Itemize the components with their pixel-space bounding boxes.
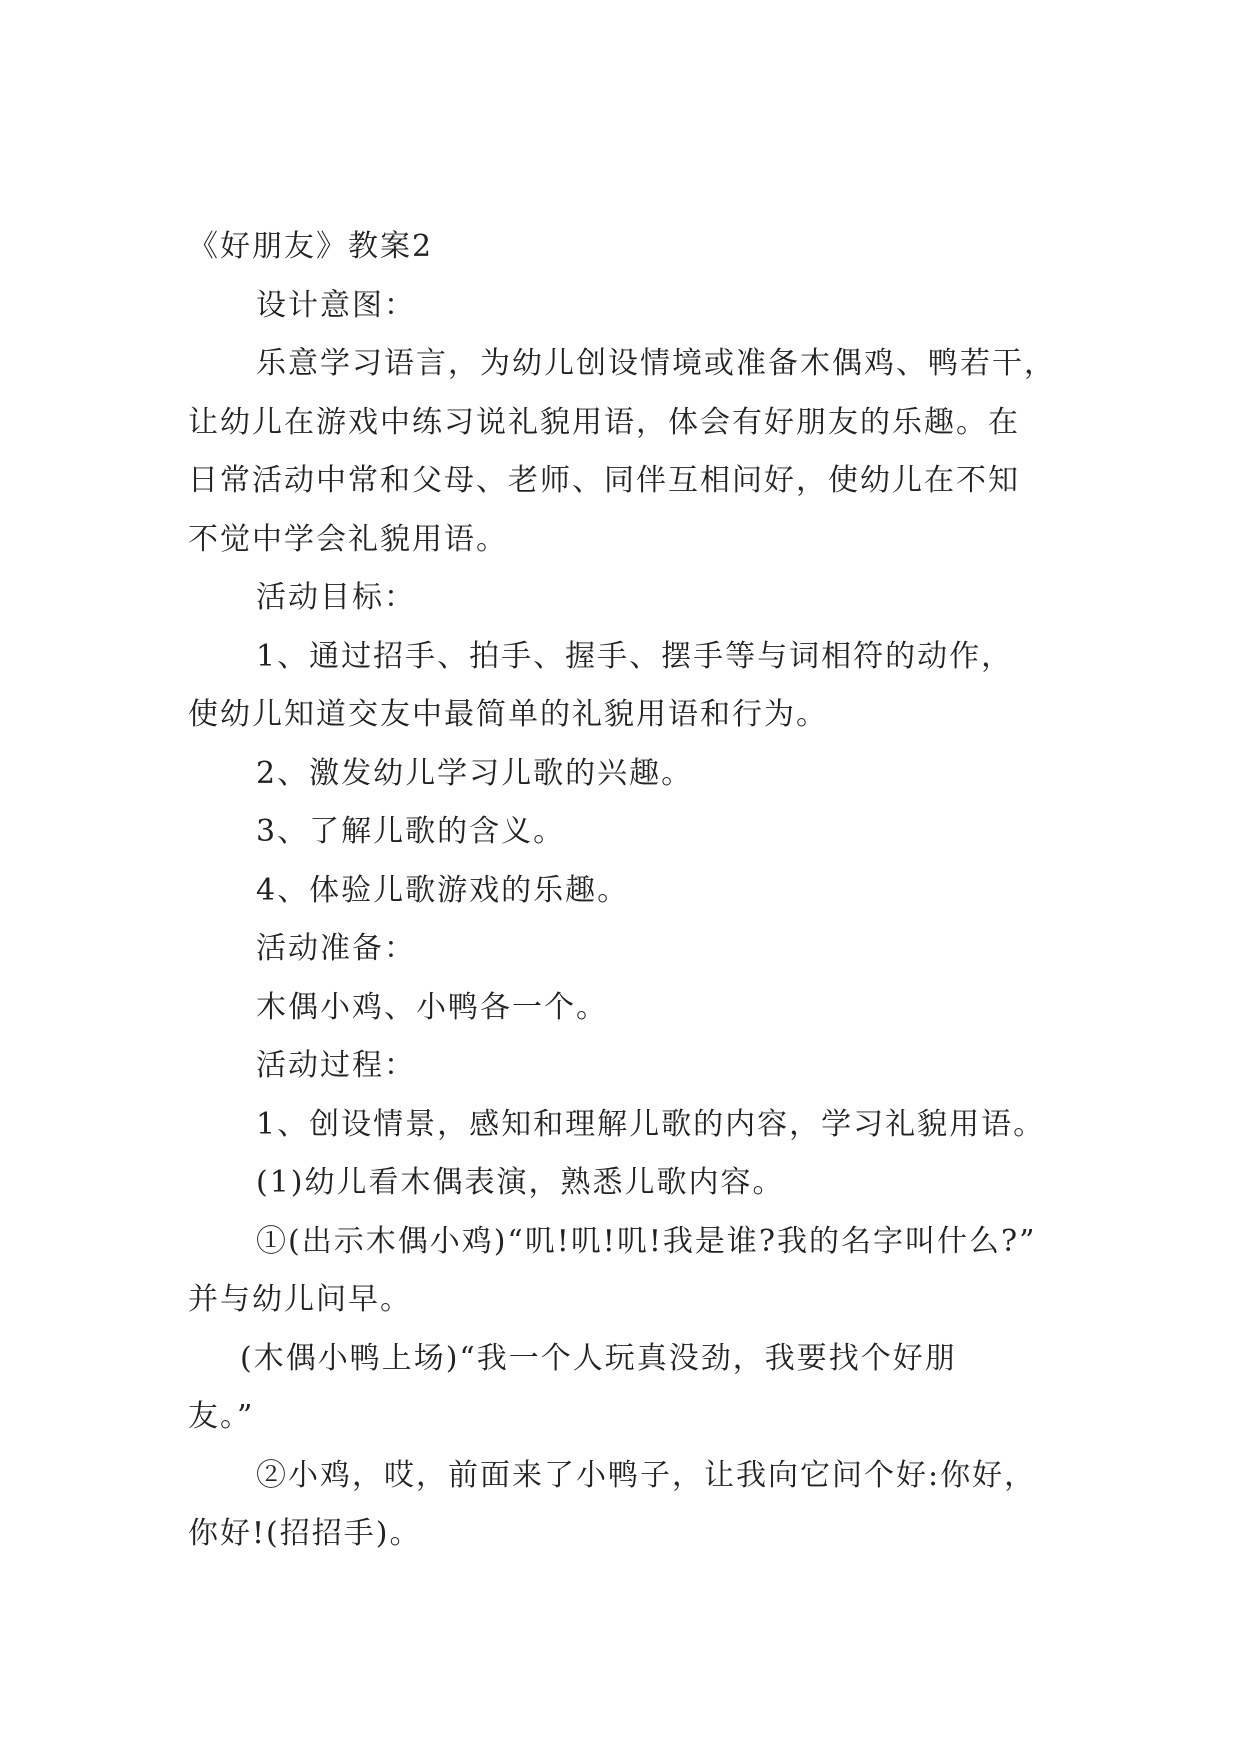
- process-step-a-line-1: ①(出示木偶小鸡)“叽!叽!叽!我是谁?我的名字叫什么?”: [256, 1223, 1037, 1259]
- process-step-c-line-1: ②小鸡，哎，前面来了小鸭子，让我向它问个好:你好，: [256, 1457, 1037, 1493]
- goals-heading: 活动目标：: [256, 580, 416, 615]
- document-title: 《好朋友》教案2: [188, 229, 434, 264]
- design-intent-line-1: 乐意学习语言，为幼儿创设情境或准备木偶鸡、鸭若干，: [256, 346, 1056, 381]
- process-step-b-line-2: 友。”: [188, 1399, 255, 1434]
- goal-4: 4、体验儿歌游戏的乐趣。: [256, 872, 630, 908]
- document-page: [188, 218, 1068, 1564]
- process-step-c-line-2: 你好!(招招手)。: [188, 1516, 422, 1551]
- goal-2: 2、激发幼儿学习儿歌的兴趣。: [256, 755, 694, 791]
- design-intent-line-3: 日常活动中常和父母、老师、同伴互相问好，使幼儿在不知: [188, 463, 1020, 498]
- goal-3: 3、了解儿歌的含义。: [256, 814, 566, 849]
- process-step-1: 1、创设情景，感知和理解儿歌的内容，学习礼貌用语。: [256, 1106, 1046, 1142]
- goal-1-line-1: 1、通过招手、拍手、握手、摆手等与词相符的动作，: [256, 638, 1014, 674]
- preparation-heading: 活动准备：: [256, 931, 416, 966]
- design-intent-line-4: 不觉中学会礼貌用语。: [188, 521, 508, 557]
- process-step-1-1: (1)幼儿看木偶表演，熟悉儿歌内容。: [256, 1165, 785, 1200]
- design-intent-line-2: 让幼儿在游戏中练习说礼貌用语，体会有好朋友的乐趣。在: [188, 404, 1020, 440]
- process-step-a-line-2: 并与幼儿问早。: [188, 1282, 412, 1317]
- process-heading: 活动过程：: [256, 1048, 416, 1083]
- process-step-b-line-1: (木偶小鸭上场)“我一个人玩真没劲，我要找个好朋: [240, 1340, 957, 1376]
- preparation-body: 木偶小鸡、小鸭各一个。: [256, 989, 608, 1025]
- design-intent-heading: 设计意图：: [256, 287, 416, 323]
- goal-1-line-2: 使幼儿知道交友中最简单的礼貌用语和行为。: [188, 697, 828, 732]
